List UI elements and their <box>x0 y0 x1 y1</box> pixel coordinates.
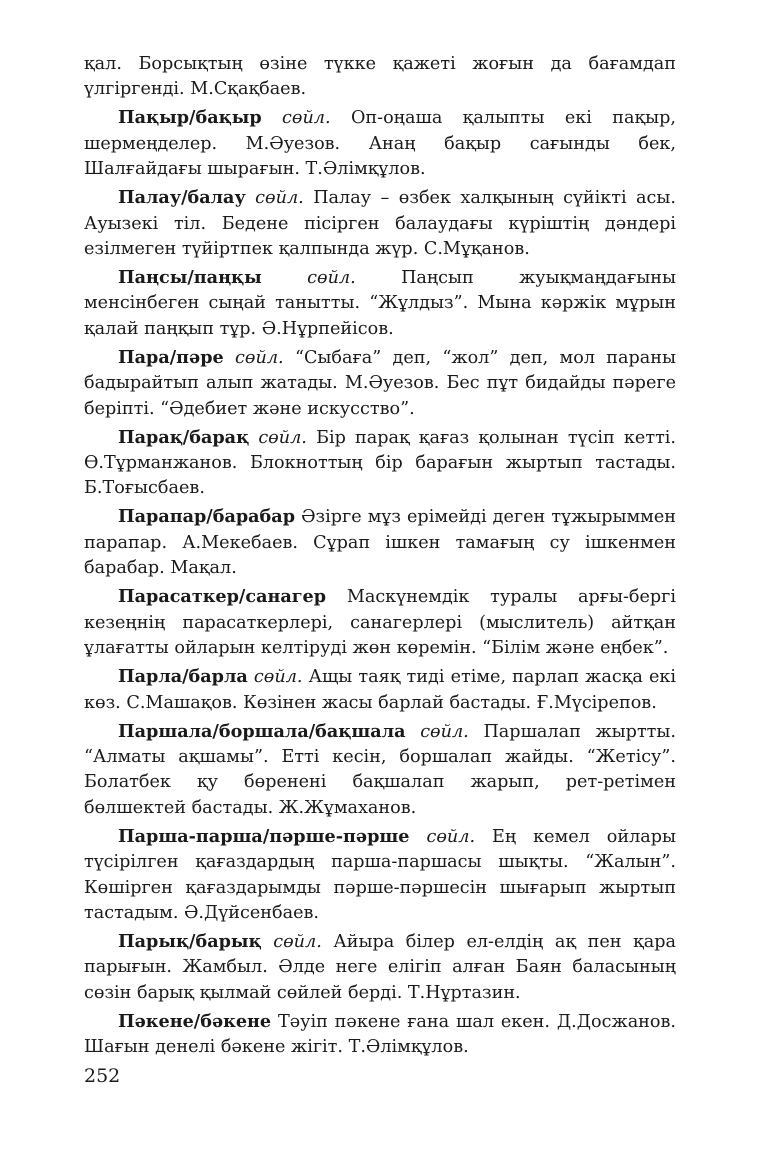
entry-headword: Парақ/барақ <box>118 426 250 448</box>
entry-headword: Палау/балау <box>118 187 246 209</box>
entry-text: “Сыбаға” деп, “жол” деп, мол параны бадырайтып алып жатады. М.Әуезов. Бес пұт бидайды пәрегe берiптi. “Әдебиет және искусство”. <box>84 347 677 419</box>
entry-text: Оп-оңаша қалыпты екі пақыр, шермеңделер. М.Әуезов. Анаң бақыр сағынды бек, Шалғайдағы шырағын. Т.Әлімқұлов. <box>84 108 677 180</box>
dictionary-entry <box>84 929 676 1006</box>
entry-label: сөйл. <box>273 931 322 952</box>
entry-label: сөйл. <box>420 721 469 742</box>
entry-headword: Парла/барла <box>118 666 248 688</box>
entry-text: Ең кемел ойлары түсірілген қағаздардың парша-паршасы шықты. “Жалын”. Көшірген қағаздарымды пәрше-пәршесін шығарып жыртып тастадым. Ә.Дүйсенбаев. <box>84 826 676 923</box>
entry-headword: Пақыр/бақыр <box>118 107 262 129</box>
dictionary-entry <box>84 345 676 422</box>
entry-label: сөйл. <box>255 188 304 209</box>
dictionary-entry <box>84 664 676 716</box>
entry-text: Маскүнемдік туралы арғы-бергі кезеңнің парасаткерлері, санагерлері (мыслитель) айтқан ұлағатты ойларын келтіруді жөн көремін. “Білім және еңбек”. <box>84 587 677 659</box>
entry-label: сөйл. <box>235 347 284 368</box>
entry-text: Бір парақ қағаз қолынан түсіп кетті. Ө.Тұрманжанов. Блокноттың бір барағын жыртып тастады. Б.Тоғысбаев. <box>84 427 677 499</box>
entry-label: сөйл. <box>282 108 331 129</box>
entry-headword: Паңсы/паңқы <box>118 267 262 289</box>
dictionary-entry <box>84 584 676 661</box>
entry-label: сөйл. <box>307 268 356 289</box>
dictionary-entry <box>84 824 676 927</box>
entry-text: Әзірге мұз ерімейді деген тұжырыммен парапар. А.Мекебаев. Сұрап ішкен тамағың су ішкенмен барабар. Мақал. <box>84 507 677 579</box>
dictionary-entry <box>84 719 676 822</box>
dictionary-entry <box>84 265 676 342</box>
entry-text: Айыра білер ел-елдің ақ пен қара парығын. Жамбыл. Әлде неге елігіп алған Баян баласының сөзін барық қылмай сөйлей берді. Т.Нұртазин. <box>84 931 676 1003</box>
entry-text: Паңсып жуықмаңдағыны менсінбеген сыңай танытты. “Жұлдыз”. Мына кәржік мұрын қалай паңқып тұр. Ә.Нұрпейісов. <box>84 268 677 339</box>
entry-text: Ащы таяқ тиді етіме, парлап жасқа екі көз. С.Машақов. Көзінен жасы барлай бастады. Ғ.Мүсірепов. <box>84 667 676 713</box>
page-number: 252 <box>84 1065 121 1087</box>
entry-text: Тәуіп пәкене ғана шал екен. Д.Досжанов. Шағын денелі бәкене жігіт. Т.Әлімқұлов. <box>84 1011 676 1058</box>
dictionary-entry <box>84 105 676 182</box>
dictionary-entry <box>84 185 676 262</box>
entry-label: сөйл. <box>258 427 307 448</box>
dictionary-page-body <box>84 52 676 1063</box>
dictionary-entry <box>84 504 676 581</box>
entry-headword: Паршала/боршала/бақшала <box>118 720 406 742</box>
entry-headword: Парасаткер/санагер <box>118 586 327 608</box>
entry-headword: Пәкене/бәкене <box>118 1010 272 1032</box>
entry-text: Палау – өзбек халқының сүйікті асы. Ауызекі тіл. Бедене пісірген балаудағы күріштің дәндері езілмеген түйіртпек қалпында жүр. С.Мұқанов. <box>84 188 676 260</box>
entry-text: Паршалап жыртты. “Алматы ақшамы”. Етті кесін, боршалап жайды. “Жетісу”. Болатбек қу бөренені бақшалап жарып, рет-ретімен бөлшектей бастады. Ж.Жұмаханов. <box>84 721 676 818</box>
entry-headword: Парша-парша/пәрше-пәрше <box>118 825 410 847</box>
entry-headword: Пара/пәре <box>118 346 224 368</box>
dictionary-entry <box>84 425 676 502</box>
entry-headword: Парық/барық <box>118 930 262 952</box>
dictionary-entry <box>84 1009 676 1061</box>
entry-headword: Парапар/барабар <box>118 506 295 528</box>
continuation-paragraph: қал. Борсықтың өзіне түкке қажеті жоғын да бағамдап үлгіргенді. М.Сқақбаев. <box>84 54 676 100</box>
entry-label: сөйл. <box>253 667 303 688</box>
entry-label: сөйл. <box>426 826 476 847</box>
